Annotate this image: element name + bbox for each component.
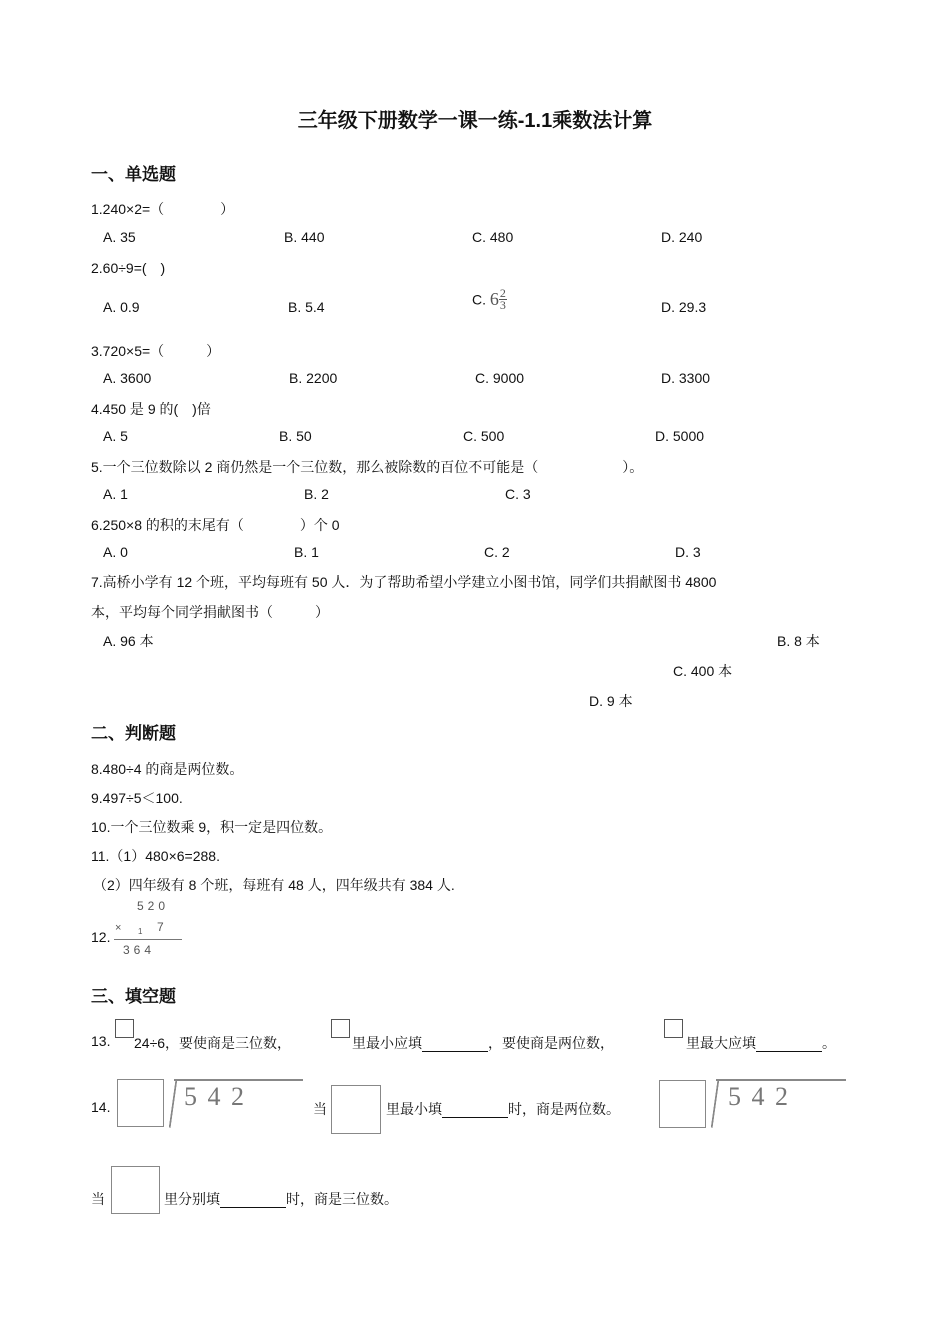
q5-option-c[interactable]: C. 3	[505, 486, 531, 502]
divisor-box[interactable]	[659, 1080, 706, 1128]
q14-label-min: 里最小填	[386, 1101, 442, 1117]
q7-option-d[interactable]: D. 9 本	[589, 693, 633, 709]
q14-label-two-digit: 时，商是两位数。	[508, 1101, 620, 1117]
question-13-number: 13.	[91, 1033, 111, 1049]
q2-option-d[interactable]: D. 29.3	[661, 299, 707, 315]
question-14-number: 14.	[91, 1099, 111, 1115]
fraction-numerator: 2	[499, 286, 506, 300]
division-bar	[716, 1079, 846, 1081]
q14-label-three-digit: 时，商是三位数。	[286, 1191, 398, 1207]
q5-option-b[interactable]: B. 2	[304, 486, 329, 502]
question-3-stem: 3.720×5=（ ）	[91, 343, 221, 359]
digit-box[interactable]	[331, 1019, 350, 1038]
answer-blank[interactable]	[442, 1101, 508, 1118]
division-bracket	[711, 1080, 720, 1128]
carry-digit: 1	[138, 927, 147, 936]
division-bar	[174, 1079, 303, 1081]
question-6-stem: 6.250×8 的积的末尾有（ ）个 0	[91, 517, 340, 533]
q13-label-min: 里最小应填	[352, 1035, 422, 1051]
q4-option-a[interactable]: A. 5	[103, 428, 128, 444]
q2-option-a[interactable]: A. 0.9	[103, 299, 140, 315]
question-1-stem: 1.240×2=（ ）	[91, 201, 235, 217]
digit-box[interactable]	[111, 1166, 160, 1214]
q4-option-d[interactable]: D. 5000	[655, 428, 705, 444]
question-13-text-3	[686, 1033, 836, 1053]
divisor-box[interactable]	[117, 1079, 164, 1127]
q13-label-max: 里最大应填	[686, 1035, 756, 1051]
question-9: 9.497÷5＜100.	[91, 790, 183, 806]
q7-option-c[interactable]: C. 400 本	[673, 663, 733, 679]
question-7-stem-line1: 7.高桥小学有 12 个班，平均每班有 50 人．为了帮助希望小学建立小图书馆，同学们共捐献图书 4800	[91, 574, 717, 590]
q13-label-two-digit: ，要使商是两位数，	[488, 1035, 614, 1051]
q14-label-each: 里分别填	[164, 1191, 220, 1207]
multiplier: 7	[157, 920, 168, 934]
q3-option-c[interactable]: C. 9000	[475, 370, 525, 386]
q3-option-a[interactable]: A. 3600	[103, 370, 152, 386]
q7-option-a[interactable]: A. 96 本	[103, 633, 154, 649]
page-title: 三年级下册数学一课一练-1.1乘数法计算	[297, 110, 653, 132]
q1-option-b[interactable]: B. 440	[284, 229, 325, 245]
q2-option-b[interactable]: B. 5.4	[288, 299, 325, 315]
question-11-part1: 11.（1）480×6=288.	[91, 848, 220, 864]
fraction-whole: 6	[489, 289, 499, 309]
q3-option-d[interactable]: D. 3300	[661, 370, 711, 386]
q2-option-c[interactable]	[472, 288, 507, 311]
multiply-sign: ×	[115, 922, 126, 934]
digit-box[interactable]	[331, 1085, 381, 1134]
q4-option-b[interactable]: B. 50	[279, 428, 312, 444]
question-2-stem: 2.60÷9=( )	[91, 260, 166, 276]
answer-blank[interactable]	[422, 1035, 488, 1052]
dividend: 5 4 2	[184, 1082, 246, 1111]
q7-option-b[interactable]: B. 8 本	[777, 633, 820, 649]
question-13-text-2	[352, 1033, 614, 1053]
question-11-part2: （2）四年级有 8 个班，每班有 48 人，四年级共有 384 人.	[93, 877, 455, 893]
q13-period: 。	[822, 1035, 836, 1051]
q14-when-label-2: 当	[91, 1191, 105, 1207]
q6-option-a[interactable]: A. 0	[103, 544, 128, 560]
question-14-text-1	[386, 1099, 620, 1119]
fraction-denominator: 3	[499, 298, 506, 312]
q6-option-d[interactable]: D. 3	[675, 544, 701, 560]
question-14-text-2	[164, 1189, 398, 1209]
dividend: 5 4 2	[728, 1082, 790, 1111]
digit-box[interactable]	[664, 1019, 683, 1038]
question-13-text-1: 24÷6，要使商是三位数，	[134, 1035, 292, 1051]
q1-option-c[interactable]: C. 480	[472, 229, 514, 245]
product: 364	[123, 943, 156, 957]
q2-option-c-label: C.	[472, 291, 486, 308]
section-heading-true-false: 二、判断题	[91, 724, 176, 743]
division-bracket	[169, 1080, 178, 1128]
question-12-number: 12.	[91, 929, 111, 945]
question-4-stem: 4.450 是 9 的( )倍	[91, 401, 211, 417]
q1-option-a[interactable]: A. 35	[103, 229, 136, 245]
q5-option-a[interactable]: A. 1	[103, 486, 128, 502]
q3-option-b[interactable]: B. 2200	[289, 370, 338, 386]
q4-option-c[interactable]: C. 500	[463, 428, 505, 444]
section-heading-fill-blank: 三、填空题	[91, 987, 176, 1006]
q6-option-b[interactable]: B. 1	[294, 544, 319, 560]
answer-blank[interactable]	[220, 1191, 286, 1208]
q6-option-c[interactable]: C. 2	[484, 544, 510, 560]
question-5-stem: 5.一个三位数除以 2 商仍然是一个三位数，那么被除数的百位不可能是（ ）。	[91, 459, 644, 475]
q1-option-d[interactable]: D. 240	[661, 229, 703, 245]
answer-blank[interactable]	[756, 1035, 822, 1052]
digit-box[interactable]	[115, 1019, 134, 1038]
product-line	[114, 939, 182, 940]
question-10: 10.一个三位数乘 9，积一定是四位数。	[91, 819, 333, 835]
section-heading-single-choice: 一、单选题	[91, 165, 176, 184]
question-8: 8.480÷4 的商是两位数。	[91, 761, 244, 777]
multiplicand: 520	[137, 899, 170, 913]
vertical-multiplication-image	[112, 898, 187, 962]
question-7-stem-line2: 本，平均每个同学捐献图书（ ）	[91, 604, 329, 620]
q14-when-label: 当	[313, 1101, 327, 1117]
mixed-fraction	[490, 288, 507, 311]
